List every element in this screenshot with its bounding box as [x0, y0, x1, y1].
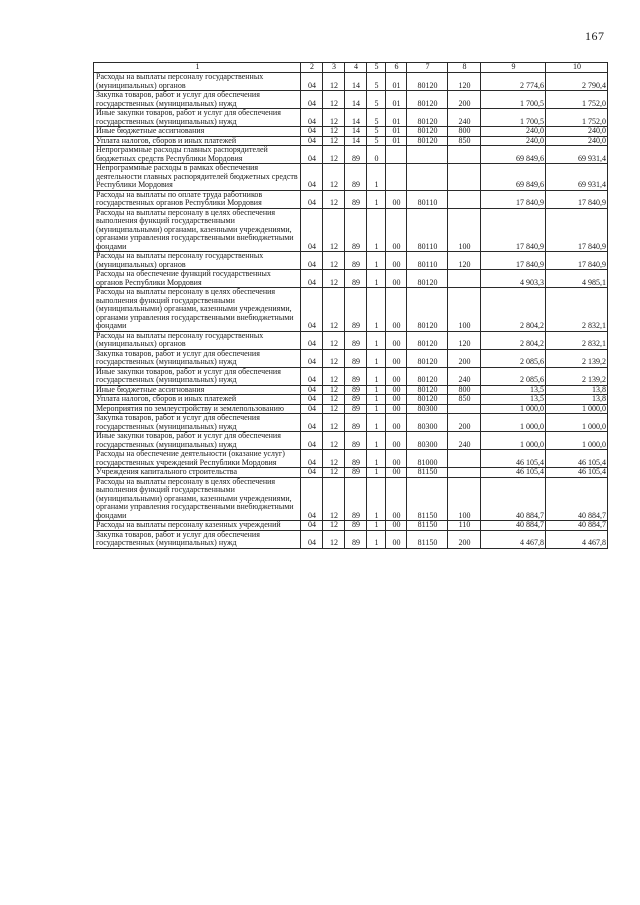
- table-row: [94, 385, 608, 395]
- code-program: 0: [367, 146, 386, 164]
- code-program: 1: [367, 270, 386, 288]
- table-row: [94, 404, 608, 414]
- code-expense-type: [448, 146, 481, 164]
- amount-year-1: 40 884,7: [481, 477, 546, 521]
- code-ministry: 04: [301, 530, 323, 548]
- code-subprogram: 00: [386, 530, 407, 548]
- column-header: 5: [367, 63, 386, 73]
- amount-year-2: 2 832,1: [546, 331, 608, 349]
- table-row: [94, 190, 608, 208]
- code-direction: 81150: [407, 468, 448, 478]
- code-direction: 80120: [407, 385, 448, 395]
- table-row: [94, 432, 608, 450]
- expense-name: Расходы на выплаты персоналу государственных (муниципальных) органов: [94, 331, 301, 349]
- code-section: 12: [323, 349, 345, 367]
- code-subsection: 89: [345, 367, 367, 385]
- code-subprogram: 00: [386, 450, 407, 468]
- amount-year-2: 17 840,9: [546, 208, 608, 252]
- expense-name: Уплата налогов, сборов и иных платежей: [94, 395, 301, 405]
- column-header: 8: [448, 63, 481, 73]
- code-program: 1: [367, 208, 386, 252]
- amount-year-1: 1 000,0: [481, 414, 546, 432]
- code-direction: 80120: [407, 367, 448, 385]
- budget-table: [93, 62, 608, 549]
- code-subsection: 89: [345, 404, 367, 414]
- amount-year-2: 4 467,8: [546, 530, 608, 548]
- amount-year-1: 1 700,5: [481, 109, 546, 127]
- table-row: [94, 164, 608, 191]
- expense-name: Закупка товаров, работ и услуг для обеспечения государственных (муниципальных) нужд: [94, 414, 301, 432]
- code-subsection: 89: [345, 252, 367, 270]
- amount-year-2: 69 931,4: [546, 146, 608, 164]
- table-row: [94, 349, 608, 367]
- table-body: [94, 73, 608, 549]
- expense-name: Уплата налогов, сборов и иных платежей: [94, 136, 301, 146]
- code-subsection: 89: [345, 468, 367, 478]
- code-program: 1: [367, 190, 386, 208]
- code-subsection: 89: [345, 432, 367, 450]
- code-subsection: 89: [345, 450, 367, 468]
- expense-name: Расходы на обеспечение функций государственных органов Республики Мордовия: [94, 270, 301, 288]
- amount-year-1: 240,0: [481, 136, 546, 146]
- code-section: 12: [323, 331, 345, 349]
- code-direction: 80120: [407, 331, 448, 349]
- code-ministry: 04: [301, 349, 323, 367]
- code-ministry: 04: [301, 270, 323, 288]
- code-section: 12: [323, 395, 345, 405]
- amount-year-2: 13,8: [546, 395, 608, 405]
- header-row: [94, 63, 608, 73]
- code-expense-type: [448, 270, 481, 288]
- code-subsection: 14: [345, 136, 367, 146]
- code-subprogram: 00: [386, 208, 407, 252]
- code-ministry: 04: [301, 73, 323, 91]
- code-subprogram: 00: [386, 404, 407, 414]
- expense-name: Непрограммные расходы главных распорядителей бюджетных средств Республики Мордовия: [94, 146, 301, 164]
- code-expense-type: 800: [448, 127, 481, 137]
- code-direction: 81000: [407, 450, 448, 468]
- code-subprogram: 00: [386, 331, 407, 349]
- code-direction: 80120: [407, 127, 448, 137]
- code-direction: 80300: [407, 414, 448, 432]
- code-ministry: 04: [301, 468, 323, 478]
- code-section: 12: [323, 385, 345, 395]
- code-section: 12: [323, 73, 345, 91]
- code-direction: 80120: [407, 73, 448, 91]
- code-expense-type: 850: [448, 395, 481, 405]
- code-direction: [407, 146, 448, 164]
- code-direction: 80120: [407, 91, 448, 109]
- amount-year-1: 2 774,6: [481, 73, 546, 91]
- code-subsection: 89: [345, 414, 367, 432]
- table-row: [94, 530, 608, 548]
- code-section: 12: [323, 468, 345, 478]
- code-ministry: 04: [301, 91, 323, 109]
- code-subprogram: 00: [386, 270, 407, 288]
- code-ministry: 04: [301, 450, 323, 468]
- code-section: 12: [323, 136, 345, 146]
- table-row: [94, 395, 608, 405]
- code-section: 12: [323, 477, 345, 521]
- code-ministry: 04: [301, 146, 323, 164]
- table-row: [94, 414, 608, 432]
- code-section: 12: [323, 109, 345, 127]
- amount-year-2: 2 139,2: [546, 349, 608, 367]
- expense-name: Иные закупки товаров, работ и услуг для обеспечения государственных (муниципальных) нужд: [94, 367, 301, 385]
- code-program: 1: [367, 404, 386, 414]
- expense-name: Закупка товаров, работ и услуг для обеспечения государственных (муниципальных) нужд: [94, 91, 301, 109]
- code-expense-type: 200: [448, 349, 481, 367]
- code-subprogram: 00: [386, 521, 407, 531]
- code-ministry: 04: [301, 252, 323, 270]
- code-subsection: 89: [345, 164, 367, 191]
- code-direction: 81150: [407, 521, 448, 531]
- code-program: 5: [367, 91, 386, 109]
- expense-name: Расходы на выплаты персоналу государственных (муниципальных) органов: [94, 73, 301, 91]
- code-subprogram: 00: [386, 477, 407, 521]
- amount-year-2: 69 931,4: [546, 164, 608, 191]
- code-program: 1: [367, 395, 386, 405]
- column-header: 3: [323, 63, 345, 73]
- code-program: 1: [367, 349, 386, 367]
- code-subsection: 89: [345, 270, 367, 288]
- column-header: 7: [407, 63, 448, 73]
- amount-year-1: 13,5: [481, 385, 546, 395]
- code-program: 1: [367, 450, 386, 468]
- expense-name: Расходы на выплаты персоналу в целях обеспечения выполнения функций государственными (муниципальными) органами, казенными учреждениями, органами управления государственными внебюджетными фондами: [94, 288, 301, 332]
- code-subprogram: 00: [386, 385, 407, 395]
- code-subprogram: 00: [386, 414, 407, 432]
- code-expense-type: 240: [448, 367, 481, 385]
- table-row: [94, 270, 608, 288]
- code-direction: 80120: [407, 270, 448, 288]
- table-row: [94, 450, 608, 468]
- amount-year-1: 4 903,3: [481, 270, 546, 288]
- code-program: 1: [367, 331, 386, 349]
- table-row: [94, 367, 608, 385]
- code-direction: 80300: [407, 432, 448, 450]
- code-ministry: 04: [301, 414, 323, 432]
- amount-year-2: 1 752,0: [546, 91, 608, 109]
- code-program: 1: [367, 530, 386, 548]
- code-subprogram: 01: [386, 136, 407, 146]
- code-expense-type: [448, 450, 481, 468]
- table-row: [94, 73, 608, 91]
- amount-year-1: 2 804,2: [481, 331, 546, 349]
- amount-year-1: 46 105,4: [481, 450, 546, 468]
- table-row: [94, 109, 608, 127]
- amount-year-1: 1 000,0: [481, 404, 546, 414]
- code-section: 12: [323, 404, 345, 414]
- amount-year-1: 2 085,6: [481, 349, 546, 367]
- amount-year-1: 69 849,6: [481, 146, 546, 164]
- amount-year-2: 17 840,9: [546, 190, 608, 208]
- code-expense-type: 200: [448, 91, 481, 109]
- code-direction: 80300: [407, 404, 448, 414]
- page-number: 167: [585, 29, 605, 43]
- expense-name: Иные закупки товаров, работ и услуг для обеспечения государственных (муниципальных) нужд: [94, 432, 301, 450]
- table-row: [94, 91, 608, 109]
- amount-year-1: 40 884,7: [481, 521, 546, 531]
- code-expense-type: 850: [448, 136, 481, 146]
- amount-year-2: 2 790,4: [546, 73, 608, 91]
- code-subsection: 89: [345, 146, 367, 164]
- code-subprogram: 00: [386, 468, 407, 478]
- expense-name: Расходы на обеспечение деятельности (оказание услуг) государственных учреждений Республики Мордовия: [94, 450, 301, 468]
- amount-year-1: 17 840,9: [481, 208, 546, 252]
- code-subprogram: [386, 146, 407, 164]
- code-expense-type: 100: [448, 477, 481, 521]
- amount-year-1: 17 840,9: [481, 252, 546, 270]
- column-header: 6: [386, 63, 407, 73]
- code-program: 1: [367, 477, 386, 521]
- code-expense-type: [448, 404, 481, 414]
- expense-name: Непрограммные расходы в рамках обеспечения деятельности главных распорядителей бюджетных средств Республики Мордовия: [94, 164, 301, 191]
- code-section: 12: [323, 127, 345, 137]
- amount-year-2: 46 105,4: [546, 468, 608, 478]
- code-direction: 80110: [407, 190, 448, 208]
- column-header: 10: [546, 63, 608, 73]
- code-ministry: 04: [301, 367, 323, 385]
- amount-year-1: 2 085,6: [481, 367, 546, 385]
- code-program: 5: [367, 109, 386, 127]
- code-program: 1: [367, 414, 386, 432]
- amount-year-2: 2 832,1: [546, 288, 608, 332]
- code-subprogram: 01: [386, 91, 407, 109]
- code-expense-type: [448, 468, 481, 478]
- table-row: [94, 288, 608, 332]
- amount-year-2: 240,0: [546, 127, 608, 137]
- amount-year-2: 1 000,0: [546, 414, 608, 432]
- code-direction: [407, 164, 448, 191]
- code-subsection: 89: [345, 331, 367, 349]
- code-program: 1: [367, 252, 386, 270]
- amount-year-2: 46 105,4: [546, 450, 608, 468]
- code-subsection: 89: [345, 477, 367, 521]
- code-subprogram: 01: [386, 109, 407, 127]
- code-section: 12: [323, 146, 345, 164]
- amount-year-2: 4 985,1: [546, 270, 608, 288]
- code-ministry: 04: [301, 127, 323, 137]
- code-subsection: 89: [345, 521, 367, 531]
- table-row: [94, 331, 608, 349]
- code-subsection: 14: [345, 91, 367, 109]
- column-header: 2: [301, 63, 323, 73]
- code-expense-type: 240: [448, 432, 481, 450]
- amount-year-1: 4 467,8: [481, 530, 546, 548]
- code-subprogram: 01: [386, 73, 407, 91]
- amount-year-2: 13,8: [546, 385, 608, 395]
- table-row: [94, 127, 608, 137]
- amount-year-2: 2 139,2: [546, 367, 608, 385]
- code-ministry: 04: [301, 521, 323, 531]
- amount-year-1: 17 840,9: [481, 190, 546, 208]
- code-program: 1: [367, 432, 386, 450]
- code-subprogram: 00: [386, 349, 407, 367]
- code-section: 12: [323, 450, 345, 468]
- code-program: 1: [367, 468, 386, 478]
- code-subsection: 89: [345, 288, 367, 332]
- table-row: [94, 136, 608, 146]
- expense-name: Расходы на выплаты персоналу в целях обеспечения выполнения функций государственными (муниципальными) органами, казенными учреждениями, органами управления государственными внебюджетными фондами: [94, 208, 301, 252]
- code-subprogram: 00: [386, 252, 407, 270]
- amount-year-1: 46 105,4: [481, 468, 546, 478]
- expense-name: Расходы на выплаты персоналу государственных (муниципальных) органов: [94, 252, 301, 270]
- expense-name: Расходы на выплаты по оплате труда работников государственных органов Республики Мордовия: [94, 190, 301, 208]
- code-program: 1: [367, 385, 386, 395]
- column-header: 9: [481, 63, 546, 73]
- code-expense-type: 200: [448, 530, 481, 548]
- code-ministry: 04: [301, 432, 323, 450]
- amount-year-2: 1 752,0: [546, 109, 608, 127]
- code-direction: 81150: [407, 530, 448, 548]
- code-ministry: 04: [301, 404, 323, 414]
- code-program: 1: [367, 521, 386, 531]
- code-ministry: 04: [301, 288, 323, 332]
- code-section: 12: [323, 164, 345, 191]
- code-direction: 80120: [407, 288, 448, 332]
- expense-name: Закупка товаров, работ и услуг для обеспечения государственных (муниципальных) нужд: [94, 530, 301, 548]
- code-direction: 80120: [407, 136, 448, 146]
- code-section: 12: [323, 190, 345, 208]
- code-subprogram: 00: [386, 190, 407, 208]
- expense-name: Иные бюджетные ассигнования: [94, 385, 301, 395]
- code-expense-type: 120: [448, 331, 481, 349]
- code-direction: 80120: [407, 349, 448, 367]
- amount-year-2: 40 884,7: [546, 521, 608, 531]
- column-header: 4: [345, 63, 367, 73]
- amount-year-2: 1 000,0: [546, 404, 608, 414]
- amount-year-2: 17 840,9: [546, 252, 608, 270]
- code-expense-type: 120: [448, 252, 481, 270]
- code-section: 12: [323, 367, 345, 385]
- code-subsection: 89: [345, 530, 367, 548]
- code-expense-type: 200: [448, 414, 481, 432]
- expense-name: Расходы на выплаты персоналу в целях обеспечения выполнения функций государственными (муниципальными) органами, казенными учреждениями, органами управления государственными внебюджетными фондами: [94, 477, 301, 521]
- code-subprogram: [386, 164, 407, 191]
- code-subsection: 89: [345, 385, 367, 395]
- code-program: 5: [367, 136, 386, 146]
- code-program: 5: [367, 127, 386, 137]
- expense-name: Мероприятия по землеустройству и землепользованию: [94, 404, 301, 414]
- code-expense-type: [448, 164, 481, 191]
- column-header: 1: [94, 63, 301, 73]
- expense-name: Иные бюджетные ассигнования: [94, 127, 301, 137]
- code-expense-type: 100: [448, 208, 481, 252]
- code-section: 12: [323, 252, 345, 270]
- code-section: 12: [323, 288, 345, 332]
- table-row: [94, 521, 608, 531]
- code-direction: 80110: [407, 208, 448, 252]
- expense-name: Иные закупки товаров, работ и услуг для обеспечения государственных (муниципальных) нужд: [94, 109, 301, 127]
- code-subsection: 89: [345, 395, 367, 405]
- table-row: [94, 146, 608, 164]
- code-direction: 81150: [407, 477, 448, 521]
- code-subprogram: 01: [386, 127, 407, 137]
- code-direction: 80110: [407, 252, 448, 270]
- code-section: 12: [323, 530, 345, 548]
- code-section: 12: [323, 521, 345, 531]
- code-section: 12: [323, 91, 345, 109]
- code-expense-type: 240: [448, 109, 481, 127]
- amount-year-1: 13,5: [481, 395, 546, 405]
- code-subsection: 89: [345, 349, 367, 367]
- code-subprogram: 00: [386, 288, 407, 332]
- code-program: 5: [367, 73, 386, 91]
- code-direction: 80120: [407, 395, 448, 405]
- table-row: [94, 477, 608, 521]
- code-subprogram: 00: [386, 432, 407, 450]
- code-subprogram: 00: [386, 395, 407, 405]
- code-ministry: 04: [301, 136, 323, 146]
- amount-year-1: 2 804,2: [481, 288, 546, 332]
- code-ministry: 04: [301, 109, 323, 127]
- code-program: 1: [367, 164, 386, 191]
- code-subsection: 14: [345, 127, 367, 137]
- code-ministry: 04: [301, 164, 323, 191]
- code-subprogram: 00: [386, 367, 407, 385]
- code-ministry: 04: [301, 331, 323, 349]
- code-section: 12: [323, 432, 345, 450]
- amount-year-2: 40 884,7: [546, 477, 608, 521]
- code-program: 1: [367, 367, 386, 385]
- code-expense-type: 800: [448, 385, 481, 395]
- code-section: 12: [323, 270, 345, 288]
- table-row: [94, 468, 608, 478]
- expense-name: Расходы на выплаты персоналу казенных учреждений: [94, 521, 301, 531]
- amount-year-1: 240,0: [481, 127, 546, 137]
- table-row: [94, 252, 608, 270]
- code-ministry: 04: [301, 477, 323, 521]
- code-program: 1: [367, 288, 386, 332]
- code-subsection: 14: [345, 109, 367, 127]
- expense-name: Закупка товаров, работ и услуг для обеспечения государственных (муниципальных) нужд: [94, 349, 301, 367]
- amount-year-2: 1 000,0: [546, 432, 608, 450]
- code-ministry: 04: [301, 208, 323, 252]
- amount-year-1: 1 000,0: [481, 432, 546, 450]
- code-ministry: 04: [301, 395, 323, 405]
- code-expense-type: [448, 190, 481, 208]
- code-section: 12: [323, 414, 345, 432]
- code-expense-type: 100: [448, 288, 481, 332]
- amount-year-2: 240,0: [546, 136, 608, 146]
- amount-year-1: 69 849,6: [481, 164, 546, 191]
- code-expense-type: 110: [448, 521, 481, 531]
- code-subsection: 89: [345, 208, 367, 252]
- expense-name: Учреждения капитального строительства: [94, 468, 301, 478]
- code-subsection: 89: [345, 190, 367, 208]
- table-row: [94, 208, 608, 252]
- code-subsection: 14: [345, 73, 367, 91]
- code-section: 12: [323, 208, 345, 252]
- amount-year-1: 1 700,5: [481, 91, 546, 109]
- code-direction: 80120: [407, 109, 448, 127]
- code-ministry: 04: [301, 190, 323, 208]
- code-ministry: 04: [301, 385, 323, 395]
- code-expense-type: 120: [448, 73, 481, 91]
